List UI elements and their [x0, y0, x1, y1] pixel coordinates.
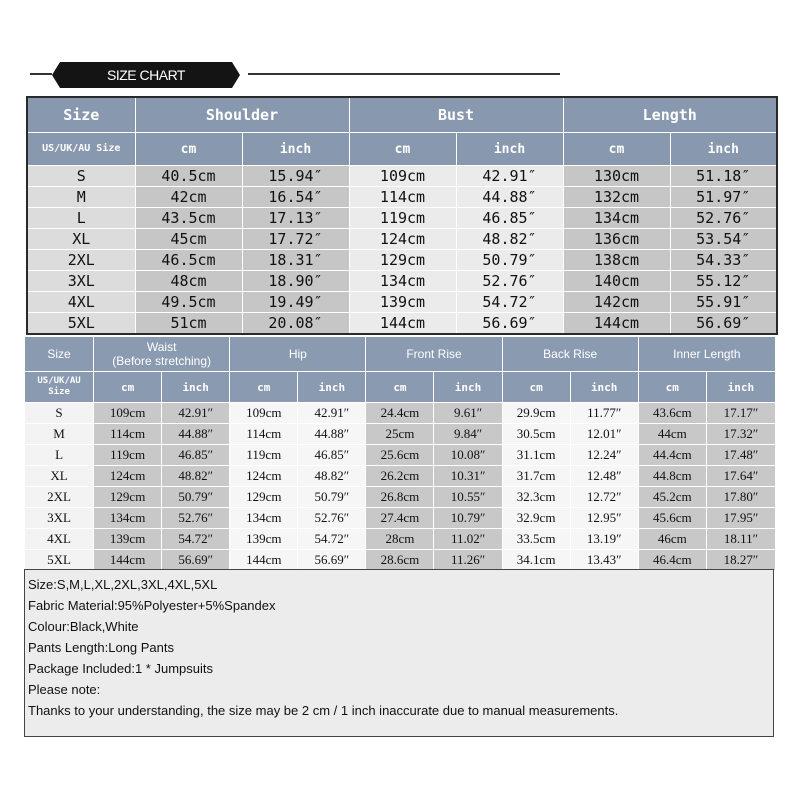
measurement-cell: 20.08″: [242, 313, 349, 335]
measurement-cell: 10.79″: [434, 508, 502, 529]
size-cell: M: [25, 424, 94, 445]
measurement-cell: 56.69″: [298, 550, 366, 571]
measurement-cell: 134cm: [230, 508, 298, 529]
measurement-cell: 50.79″: [162, 487, 230, 508]
measurement-cell: 119cm: [230, 445, 298, 466]
measurement-cell: 109cm: [94, 403, 162, 424]
measurement-cell: 43.5cm: [135, 208, 242, 229]
measurement-cell: 109cm: [230, 403, 298, 424]
measurement-cell: 12.48″: [570, 466, 638, 487]
table-row: [25, 403, 776, 424]
top-size-table: [26, 96, 778, 335]
measurement-cell: 46.4cm: [638, 550, 706, 571]
table-unit-row: [25, 372, 776, 403]
measurement-cell: 53.54″: [670, 229, 777, 250]
unit-inch: inch: [242, 133, 349, 166]
unit-inch: inch: [298, 372, 366, 403]
measurement-cell: 27.4cm: [366, 508, 434, 529]
col-hip-header: Hip: [230, 337, 366, 372]
unit-cm: cm: [366, 372, 434, 403]
measurement-cell: 55.91″: [670, 292, 777, 313]
measurement-cell: 26.8cm: [366, 487, 434, 508]
measurement-cell: 51cm: [135, 313, 242, 335]
info-line: Colour:Black,White: [28, 619, 139, 634]
measurement-cell: 52.76″: [162, 508, 230, 529]
measurement-cell: 114cm: [94, 424, 162, 445]
measurement-cell: 44.88″: [298, 424, 366, 445]
measurement-cell: 140cm: [563, 271, 670, 292]
measurement-cell: 17.17″: [706, 403, 775, 424]
col-shoulder-header: Shoulder: [135, 97, 349, 133]
measurement-cell: 130cm: [563, 166, 670, 187]
measurement-cell: 139cm: [349, 292, 456, 313]
table-row: [27, 187, 777, 208]
col-size-header: Size: [27, 97, 135, 133]
unit-cm: cm: [230, 372, 298, 403]
measurement-cell: 134cm: [349, 271, 456, 292]
unit-inch: inch: [456, 133, 563, 166]
unit-cm: cm: [638, 372, 706, 403]
bottom-size-table: [24, 336, 776, 571]
waist-label: Waist: [146, 340, 177, 354]
measurement-cell: 42.91″: [162, 403, 230, 424]
measurement-cell: 134cm: [94, 508, 162, 529]
size-cell: XL: [25, 466, 94, 487]
measurement-cell: 45cm: [135, 229, 242, 250]
measurement-cell: 17.13″: [242, 208, 349, 229]
measurement-cell: 124cm: [349, 229, 456, 250]
measurement-cell: 17.64″: [706, 466, 775, 487]
measurement-cell: 32.3cm: [502, 487, 570, 508]
measurement-cell: 52.76″: [298, 508, 366, 529]
size-cell: 2XL: [25, 487, 94, 508]
table-row: [25, 487, 776, 508]
unit-inch: inch: [162, 372, 230, 403]
table-unit-row: [27, 133, 777, 166]
table-row: [27, 250, 777, 271]
size-cell: M: [27, 187, 135, 208]
measurement-cell: 48.82″: [298, 466, 366, 487]
measurement-cell: 43.6cm: [638, 403, 706, 424]
col-front-rise-header: Front Rise: [366, 337, 502, 372]
measurement-cell: 11.77″: [570, 403, 638, 424]
table-row: [27, 271, 777, 292]
measurement-cell: 45.2cm: [638, 487, 706, 508]
col-back-rise-header: Back Rise: [502, 337, 638, 372]
measurement-cell: 17.95″: [706, 508, 775, 529]
measurement-cell: 9.84″: [434, 424, 502, 445]
col-inner-length-header: Inner Length: [638, 337, 775, 372]
measurement-cell: 48cm: [135, 271, 242, 292]
measurement-cell: 48.82″: [456, 229, 563, 250]
size-cell: 5XL: [27, 313, 135, 335]
measurement-cell: 46.85″: [298, 445, 366, 466]
measurement-cell: 119cm: [94, 445, 162, 466]
measurement-cell: 51.97″: [670, 187, 777, 208]
divider-left: [30, 73, 52, 75]
size-cell: 3XL: [25, 508, 94, 529]
unit-inch: inch: [670, 133, 777, 166]
measurement-cell: 48.82″: [162, 466, 230, 487]
unit-cm: cm: [94, 372, 162, 403]
measurement-cell: 55.12″: [670, 271, 777, 292]
measurement-cell: 124cm: [230, 466, 298, 487]
measurement-cell: 54.33″: [670, 250, 777, 271]
measurement-cell: 29.9cm: [502, 403, 570, 424]
table-row: [25, 508, 776, 529]
measurement-cell: 24.4cm: [366, 403, 434, 424]
measurement-cell: 18.27″: [706, 550, 775, 571]
measurement-cell: 50.79″: [456, 250, 563, 271]
product-info-box: [24, 569, 774, 737]
col-size-header: Size: [25, 337, 94, 372]
measurement-cell: 129cm: [230, 487, 298, 508]
measurement-cell: 28cm: [366, 529, 434, 550]
measurement-cell: 51.18″: [670, 166, 777, 187]
info-line: Pants Length:Long Pants: [28, 640, 175, 655]
unit-inch: inch: [570, 372, 638, 403]
measurement-cell: 114cm: [349, 187, 456, 208]
measurement-cell: 144cm: [349, 313, 456, 335]
measurement-cell: 46.85″: [162, 445, 230, 466]
measurement-cell: 139cm: [230, 529, 298, 550]
region-size-label: US/UK/AU Size: [25, 372, 94, 403]
measurement-cell: 12.01″: [570, 424, 638, 445]
measurement-cell: 132cm: [563, 187, 670, 208]
size-cell: L: [25, 445, 94, 466]
table-header-row: [25, 337, 776, 372]
measurement-cell: 42.91″: [298, 403, 366, 424]
measurement-cell: 109cm: [349, 166, 456, 187]
measurement-cell: 11.26″: [434, 550, 502, 571]
info-line: Size:S,M,L,XL,2XL,3XL,4XL,5XL: [28, 577, 218, 592]
measurement-cell: 42.91″: [456, 166, 563, 187]
measurement-cell: 144cm: [94, 550, 162, 571]
measurement-cell: 18.90″: [242, 271, 349, 292]
measurement-cell: 49.5cm: [135, 292, 242, 313]
size-cell: 4XL: [27, 292, 135, 313]
measurement-cell: 54.72″: [162, 529, 230, 550]
col-length-header: Length: [563, 97, 777, 133]
measurement-cell: 12.95″: [570, 508, 638, 529]
measurement-cell: 19.49″: [242, 292, 349, 313]
table-row: [25, 466, 776, 487]
measurement-cell: 40.5cm: [135, 166, 242, 187]
measurement-cell: 42cm: [135, 187, 242, 208]
size-cell: 4XL: [25, 529, 94, 550]
measurement-cell: 9.61″: [434, 403, 502, 424]
measurement-cell: 16.54″: [242, 187, 349, 208]
measurement-cell: 11.02″: [434, 529, 502, 550]
table-header-row: [27, 97, 777, 133]
measurement-cell: 46.5cm: [135, 250, 242, 271]
measurement-cell: 54.72″: [298, 529, 366, 550]
measurement-cell: 30.5cm: [502, 424, 570, 445]
measurement-cell: 134cm: [563, 208, 670, 229]
measurement-cell: 52.76″: [670, 208, 777, 229]
size-cell: L: [27, 208, 135, 229]
table-row: [27, 208, 777, 229]
measurement-cell: 17.48″: [706, 445, 775, 466]
measurement-cell: 46.85″: [456, 208, 563, 229]
unit-cm: cm: [502, 372, 570, 403]
measurement-cell: 12.24″: [570, 445, 638, 466]
measurement-cell: 119cm: [349, 208, 456, 229]
measurement-cell: 54.72″: [456, 292, 563, 313]
measurement-cell: 142cm: [563, 292, 670, 313]
measurement-cell: 44cm: [638, 424, 706, 445]
chart-header: [0, 60, 800, 90]
measurement-cell: 114cm: [230, 424, 298, 445]
table-row: [27, 166, 777, 187]
size-cell: S: [25, 403, 94, 424]
info-line: Thanks to your understanding, the size may be 2 cm / 1 inch inaccurate due to manual measurements.: [28, 703, 619, 718]
measurement-cell: 56.69″: [456, 313, 563, 335]
measurement-cell: 144cm: [563, 313, 670, 335]
measurement-cell: 129cm: [349, 250, 456, 271]
measurement-cell: 50.79″: [298, 487, 366, 508]
measurement-cell: 28.6cm: [366, 550, 434, 571]
measurement-cell: 26.2cm: [366, 466, 434, 487]
measurement-cell: 46cm: [638, 529, 706, 550]
measurement-cell: 56.69″: [670, 313, 777, 335]
measurement-cell: 32.9cm: [502, 508, 570, 529]
table-row: [25, 445, 776, 466]
measurement-cell: 34.1cm: [502, 550, 570, 571]
table-row: [27, 313, 777, 335]
measurement-cell: 17.32″: [706, 424, 775, 445]
table-row: [25, 529, 776, 550]
measurement-cell: 139cm: [94, 529, 162, 550]
measurement-cell: 44.88″: [456, 187, 563, 208]
size-cell: XL: [27, 229, 135, 250]
measurement-cell: 17.80″: [706, 487, 775, 508]
size-chart-title: SIZE CHART: [60, 62, 232, 88]
table-row: [25, 550, 776, 571]
measurement-cell: 10.31″: [434, 466, 502, 487]
measurement-cell: 144cm: [230, 550, 298, 571]
measurement-cell: 44.8cm: [638, 466, 706, 487]
measurement-cell: 17.72″: [242, 229, 349, 250]
measurement-cell: 44.4cm: [638, 445, 706, 466]
measurement-cell: 18.31″: [242, 250, 349, 271]
size-cell: 5XL: [25, 550, 94, 571]
col-waist-header: [94, 337, 230, 372]
table-row: [27, 292, 777, 313]
measurement-cell: 10.55″: [434, 487, 502, 508]
measurement-cell: 13.43″: [570, 550, 638, 571]
waist-note: (Before stretching): [112, 354, 212, 368]
measurement-cell: 12.72″: [570, 487, 638, 508]
divider-right: [248, 73, 560, 75]
measurement-cell: 18.11″: [706, 529, 775, 550]
measurement-cell: 33.5cm: [502, 529, 570, 550]
measurement-cell: 45.6cm: [638, 508, 706, 529]
unit-cm: cm: [135, 133, 242, 166]
size-cell: 3XL: [27, 271, 135, 292]
table-row: [27, 229, 777, 250]
measurement-cell: 15.94″: [242, 166, 349, 187]
measurement-cell: 138cm: [563, 250, 670, 271]
table-row: [25, 424, 776, 445]
measurement-cell: 129cm: [94, 487, 162, 508]
size-cell: S: [27, 166, 135, 187]
info-line: Please note:: [28, 682, 101, 697]
measurement-cell: 31.1cm: [502, 445, 570, 466]
measurement-cell: 124cm: [94, 466, 162, 487]
unit-inch: inch: [434, 372, 502, 403]
measurement-cell: 44.88″: [162, 424, 230, 445]
unit-inch: inch: [706, 372, 775, 403]
region-size-label: US/UK/AU Size: [27, 133, 135, 166]
measurement-cell: 25cm: [366, 424, 434, 445]
measurement-cell: 136cm: [563, 229, 670, 250]
size-cell: 2XL: [27, 250, 135, 271]
unit-cm: cm: [349, 133, 456, 166]
measurement-cell: 13.19″: [570, 529, 638, 550]
measurement-cell: 10.08″: [434, 445, 502, 466]
info-line: Package Included:1 * Jumpsuits: [28, 661, 213, 676]
measurement-cell: 56.69″: [162, 550, 230, 571]
measurement-cell: 52.76″: [456, 271, 563, 292]
measurement-cell: 31.7cm: [502, 466, 570, 487]
unit-cm: cm: [563, 133, 670, 166]
col-bust-header: Bust: [349, 97, 563, 133]
info-line: Fabric Material:95%Polyester+5%Spandex: [28, 598, 276, 613]
measurement-cell: 25.6cm: [366, 445, 434, 466]
